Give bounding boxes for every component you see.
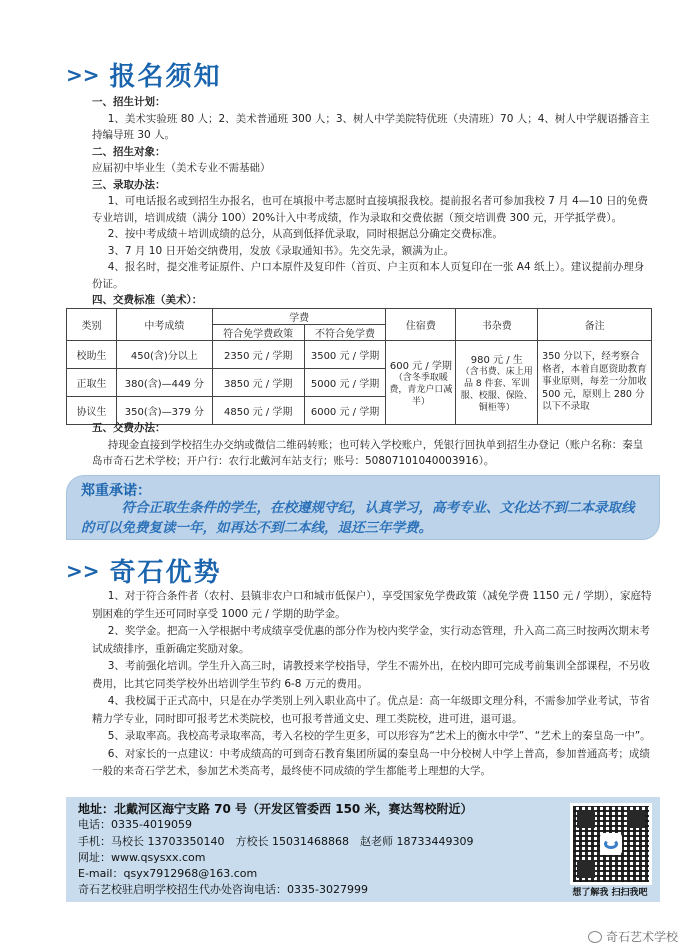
section-title-registration <box>66 56 222 93</box>
watermark <box>588 928 678 945</box>
contact-office: 奇石艺校驻启明学校招生代办处咨询电话：0335-3027999 <box>78 883 368 897</box>
promise-text: 符合正取生条件的学生，在校遵规守纪，认真学习，高考专业、文化达不到二本录取线的可以免费复读一年，如再达不到二本线，退还三年学费。 <box>81 500 635 536</box>
lodging-cell <box>386 341 456 425</box>
table-row <box>67 341 652 369</box>
contact-box <box>66 797 660 902</box>
heading-admission: 三、录取办法： <box>92 178 166 191</box>
advantage-3: 3、考前强化培训。学生升入高三时，请教授来学校指导，学生不需外出，在校内即可完成考前集训全部课程，不另收费用，比其它同类学校外出培训学生节约 6-8 万元的费用。 <box>92 660 650 690</box>
heading-plan: 一、招生计划： <box>92 96 166 108</box>
contact-address: 地址：北戴河区海宁支路 70 号（开发区管委西 150 米，赛达驾校附近） <box>78 802 473 816</box>
row-free: 4850 元 / 学期 <box>212 397 304 425</box>
row-score: 380(含)—449 分 <box>116 369 212 397</box>
heading-target: 二、招生对象： <box>92 145 166 158</box>
target-text: 应届初中毕业生（美术专业不需基础） <box>92 162 271 174</box>
section-title-text: 报名须知 <box>109 62 222 92</box>
header-lodging: 住宿费 <box>386 309 456 341</box>
school-logo-icon <box>600 833 622 855</box>
double-chevron-icon: >> <box>66 62 100 87</box>
admission-text-3: 3、7 月 10 日开始交纳费用，发放《录取通知书》。先交先录，额满为止。 <box>107 244 455 257</box>
advantage-1: 1、对于符合条件者（农村、县镇非农户口和城市低保户），享受国家免学费政策（减免学费 1150 元 / 学期），家庭特别困难的学生还可同时享受 1000 元 / 学期的助学金。 <box>92 590 652 620</box>
wechat-icon <box>588 931 602 943</box>
header-tuition-free: 符合免学费政策 <box>212 325 304 341</box>
row-category: 正取生 <box>67 369 117 397</box>
admission-text-2: 2、按中考成绩＋培训成绩的总分，从高到低择优录取，同时根据总分确定交费标准。 <box>107 228 503 240</box>
contact-mobile: 手机：马校长 13703350140 方校长 15031468868 赵老师 18733449309 <box>78 834 474 848</box>
heading-fees: 四、交费标准（美术）： <box>92 294 203 306</box>
row-free: 2350 元 / 学期 <box>212 341 304 369</box>
heading-payment: 五、交费办法： <box>92 422 166 434</box>
row-score: 350(含)—379 分 <box>116 397 212 425</box>
row-score: 450(含)分以上 <box>116 341 212 369</box>
section-title-text: 奇石优势 <box>109 558 222 588</box>
contact-email: E-mail：qsyx7912968@163.com <box>78 867 258 881</box>
header-score: 中考成绩 <box>116 309 212 341</box>
row-nonfree: 3500 元 / 学期 <box>304 341 386 369</box>
row-free: 3850 元 / 学期 <box>212 369 304 397</box>
row-category: 协议生 <box>67 397 117 425</box>
advantage-2: 2、奖学金。把高一入学根据中考成绩享受优惠的部分作为校内奖学金，实行动态管理，升入高二高三时按两次期末考试成绩排序，重新确定奖励对象。 <box>92 625 650 655</box>
advantage-5: 5、录取率高。我校高考录取率高，考入名校的学生更多，可以形容为“艺术上的衡水中学”、“艺术上的秦皇岛一中”。 <box>107 730 651 742</box>
advantages-body <box>92 588 652 781</box>
header-remarks: 备注 <box>538 309 652 341</box>
admission-text-4: 4、报名时，提交准考证原件、户口本原件及复印件（首页、户主页和本人页复印在一张 A4 纸上）。建议提前办理身份证。 <box>92 261 645 290</box>
row-nonfree: 5000 元 / 学期 <box>304 369 386 397</box>
advantage-4: 4、我校属于正式高中，只是在办学类别上列入职业高中了。优点是：高一年级即文理分科，不需参加学业考试，节省精力学专业，同时即可报考艺术类院校，也可报考普通文史、理工类院校，进可进，退可退。 <box>92 695 650 725</box>
qr-code <box>570 803 652 885</box>
lodging-note: （含冬季取暖费，青龙户口减半） <box>389 373 453 407</box>
header-tuition-nonfree: 不符合免学费 <box>304 325 386 341</box>
contact-lines <box>78 801 473 899</box>
lodging-main: 600 元 / 学期 <box>389 361 452 372</box>
promise-banner <box>66 475 660 540</box>
promise-title: 郑重承诺： <box>81 483 151 499</box>
watermark-text: 奇石艺术学校 <box>605 930 678 944</box>
payment-text: 持现金直接到学校招生办交纳或微信二维码转账；也可转入学校账户，凭银行回执单到招生办登记（账户名称：秦皇岛市奇石艺术学校；开户行：农行北戴河车站支行；账号：50807101040003916）。 <box>92 438 644 467</box>
contact-website: 网址：www.qsysxx.com <box>78 850 206 864</box>
fee-table <box>66 308 652 425</box>
advantage-6: 6、对家长的一点建议：中考成绩高的可到奇石教育集团所属的秦皇岛一中分校树人中学上普高，参加普通高考；成绩一般的来奇石学艺术，参加艺术类高考，最终使不同成绩的学生都能考上理想的大学。 <box>92 747 650 777</box>
books-note: （含书费、床上用品 8 件套、军训服、校服、保险、铜柜等） <box>460 367 533 413</box>
books-main: 980 元 / 生 <box>470 355 523 366</box>
registration-body <box>92 94 652 309</box>
books-cell <box>456 341 538 425</box>
row-nonfree: 6000 元 / 学期 <box>304 397 386 425</box>
table-header-row <box>67 309 652 325</box>
plan-text: 1、美术实验班 80 人；2、美术普通班 300 人；3、树人中学美院特优班（央清班）70 人；4、树人中学舰语播音主持编导班 30 人。 <box>92 112 650 141</box>
header-category: 类别 <box>67 309 117 341</box>
remarks-cell: 350 分以下，经考察合格者，本着自愿资助教育事业原则，每差一分加收 500 元，原则上 280 分以下不录取 <box>538 341 652 425</box>
row-category: 校助生 <box>67 341 117 369</box>
double-chevron-icon: >> <box>66 558 100 583</box>
contact-phone: 电话：0335-4019059 <box>78 818 192 832</box>
header-books: 书杂费 <box>456 309 538 341</box>
payment-body <box>92 420 652 470</box>
header-tuition: 学费 <box>212 309 386 325</box>
section-title-advantages <box>66 552 222 589</box>
qr-caption: 想了解我 扫扫我吧 <box>572 888 648 898</box>
admission-text-1: 1、可电话报名或到招生办报名，也可在填报中考志愿时直接填报我校。提前报名者可参加我校 7 月 4—10 日的免费专业培训，培训成绩（满分 100）20%计入中考成绩，作为录取和交费依据（预交培训费 300 元，开学抵学费）。 <box>92 195 649 224</box>
